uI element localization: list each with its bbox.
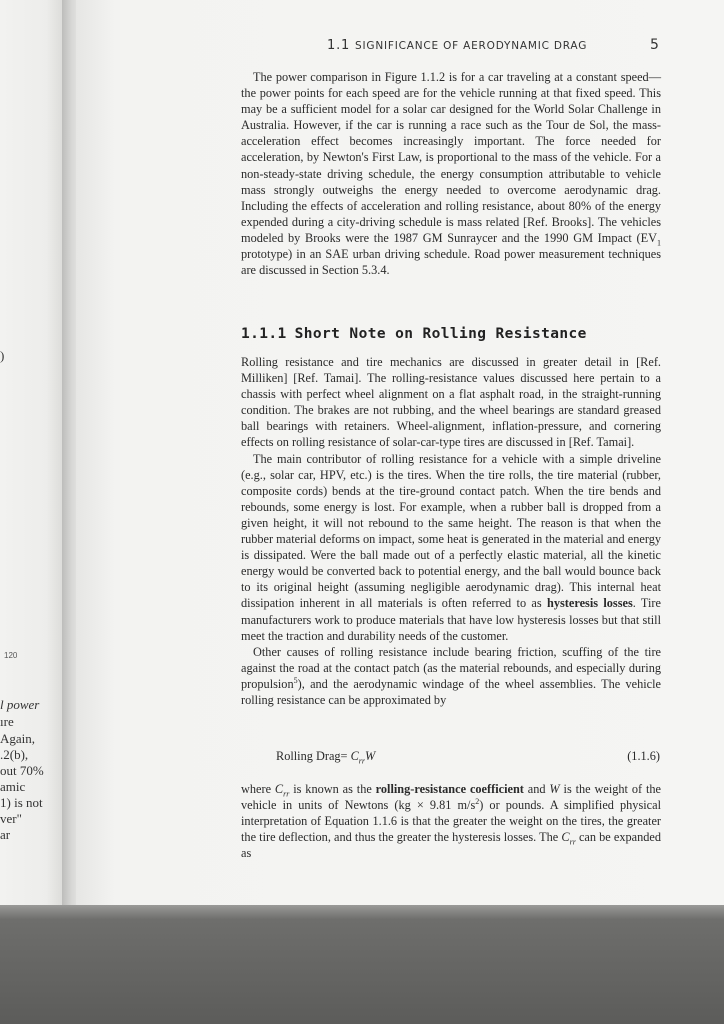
section-number: 1.1.1 — [241, 326, 287, 342]
paragraph-4-text-f: can be expanded as — [241, 830, 661, 861]
paragraph-2 — [241, 451, 661, 644]
facing-page-line: out 70% — [0, 763, 44, 778]
facing-page-line: .2(b), — [0, 747, 29, 762]
paragraph-3-text-a: Other causes of rolling resistance include bearing friction, scuffing of the tire against the road at the contact patch (as the material rebounds, and especially during propulsion — [241, 644, 661, 691]
intro-subscript: 1 — [657, 238, 661, 248]
intro-tail: prototype) in an SAE urban driving schedule. Road power measurement techniques are discussed in Section 5.3.4. — [241, 247, 661, 278]
paragraph-4-text-b: is known as the — [289, 782, 376, 796]
equation-1-1-6 — [276, 748, 660, 764]
coefficient-subscript: rr — [283, 789, 290, 799]
facing-page-line: l power — [0, 697, 40, 712]
equation-lhs: Rolling Drag= — [276, 749, 351, 763]
equation-label: (1.1.6) — [627, 749, 660, 763]
section-heading — [241, 326, 661, 342]
running-head — [327, 38, 587, 53]
facing-page-line: Again, — [0, 731, 36, 746]
facing-page-line: amic — [0, 779, 26, 794]
paragraph-2-bold-term: hysteresis losses — [547, 596, 633, 611]
paragraph-4-text-e: ) or pounds. A simplified physical interpretation of Equation 1.1.6 is that the greater the weight on the tires, the greater the tire deflection, and thus the greater the hysteresis losses. The — [241, 798, 661, 845]
coefficient-symbol: C — [274, 782, 284, 796]
scanner-background — [0, 905, 724, 1024]
equation-weight: W — [365, 749, 376, 763]
facing-page-line: ver" — [0, 811, 22, 826]
equation-coefficient-subscript: rr — [358, 756, 365, 766]
coefficient-symbol-2: C — [561, 830, 570, 845]
weight-symbol: W — [549, 782, 560, 796]
section-title: Short Note on Rolling Resistance — [294, 326, 587, 342]
paragraph-2-text-a: The main contributor of rolling resistance for a vehicle with a simple driveline (e.g., solar car, HPV, etc.) is the tires. When the tire rolls, the tire material (rubber, composite cords) bends at the tire-ground contact patch. When the tire bends and rebounds, some energy is lost. For example, when a rubber ball is dropped from a given height, it will not rebound to the same height. The reason is that when the rubber material deforms on impact, some heat is generated in the material and energy is dissipated. Were the ball made out of a perfectly elastic material, all the kinetic energy would be converted back to potential energy, and the ball would bounce back to its original height (assuming negligible aerodynamic drag). This internal heat dissipation inherent in all materials is often referred to as — [241, 451, 661, 611]
paragraph-1: Rolling resistance and tire mechanics are discussed in greater detail in [Ref. Milliken] [Ref. Tamai]. The rolling-resistance values discussed here pertain to a chassis with perfect wheel alignment on a flat asphalt road, in the straight-running condition. The brakes are not rubbing, and the wheel bearings are standard greased ball bearings with retainers. Wheel-alignment, inflation-pressure, and cornering effects on rolling resistance of solar-car-type tires are discussed in [Ref. Tamai]. — [241, 355, 661, 450]
paragraph-4-text-c: and — [523, 782, 550, 796]
footnote-reference: 5 — [293, 675, 298, 685]
coefficient-subscript-2: rr — [569, 837, 576, 847]
exponent: 2 — [475, 797, 480, 806]
paragraph-3 — [241, 644, 661, 708]
section-body — [241, 354, 661, 708]
facing-page-line: ar — [0, 827, 11, 842]
paragraph-4 — [241, 781, 661, 861]
paragraph-4-text-a: where — [241, 782, 275, 796]
page-number: 5 — [650, 37, 659, 53]
paragraph-4-text-d: is the weight of the vehicle in units of Newtons (kg × 9.81 m/s — [241, 782, 661, 813]
paragraph-4-bold-term: rolling-resistance coefficient — [375, 782, 524, 796]
equation-coefficient: C — [350, 749, 359, 763]
running-head-section-number: 1.1 — [327, 38, 351, 53]
facing-page-mark: ) — [0, 348, 5, 363]
paragraph-2-text-b: . Tire manufacturers work to produce materials that have low hysteresis losses but that still meet the traction and durability needs of the customer. — [241, 596, 661, 643]
intro-text: The power comparison in Figure 1.1.2 is for a car traveling at a constant speed—the power points for each speed are for the vehicle running at that fixed speed. This may be a sufficient model for a solar car designed for the World Solar Challenge in Australia. However, if the car is running a race such as the Tour de Sol, the mass-acceleration effect becomes increasingly important. The force needed for acceleration, by Newton's First Law, is proportional to the mass of the vehicle. For a non-steady-state driving schedule, the energy consumption attributable to vehicle mass strongly outweighs the energy needed to overcome aerodynamic drag. Including the effects of acceleration and rolling resistance, about 80% of the energy expended during a city-driving schedule is mass related [Ref. Brooks]. The vehicles modeled by Brooks were the 1987 GM Sunraycer and the 1990 GM Impact (EV — [241, 70, 661, 245]
running-head-title: SIGNIFICANCE OF AERODYNAMIC DRAG — [355, 40, 588, 52]
intro-paragraph — [241, 69, 661, 278]
facing-page-line: ıre — [0, 714, 14, 729]
paragraph-3-text-b: ), and the aerodynamic windage of the wheel assemblies. The vehicle rolling resistance can be approximated by — [241, 676, 661, 707]
facing-page-number: 120 — [4, 651, 18, 660]
facing-page-line: 1) is not — [0, 795, 43, 810]
